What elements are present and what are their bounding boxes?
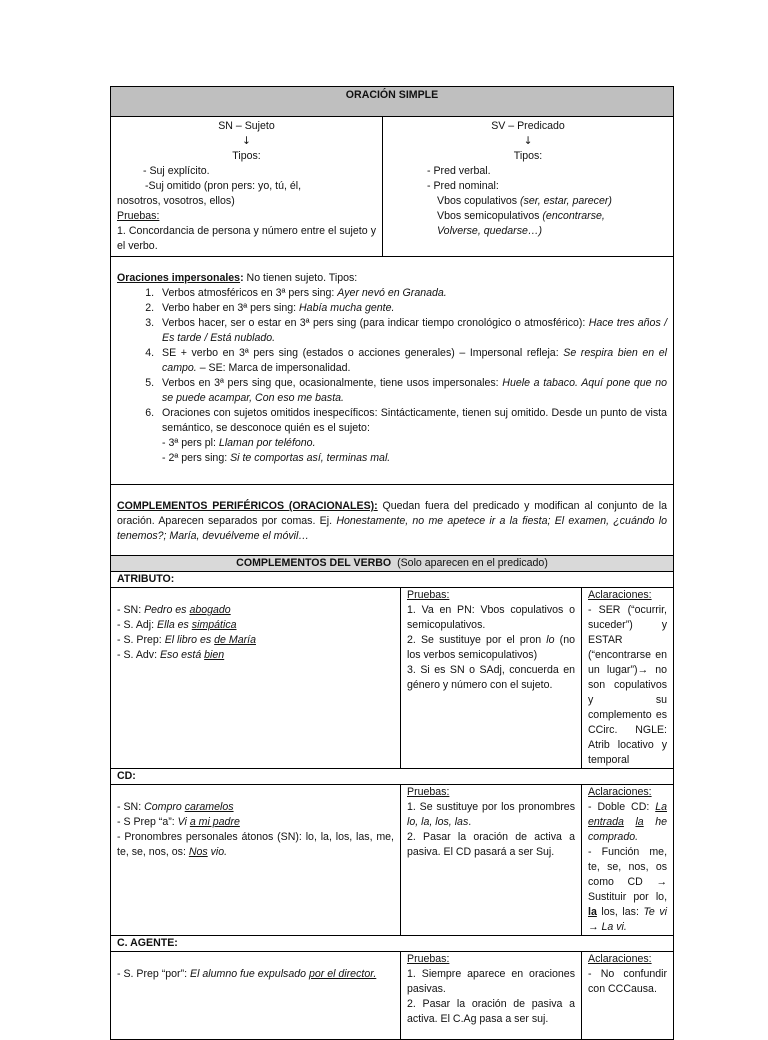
predicado-heading: SV – Predicado [491,120,565,132]
sujeto-prueba-1: 1. Concordancia de persona y número entre el sujeto y el verbo. [117,225,376,252]
cd-examples [111,785,401,936]
down-arrow-icon: ↓ [523,135,533,147]
agente-pruebas: Pruebas: 1. Siempre aparece en oraciones pasivas. 2. Pasar la oración de pasiva a activa. El C.Ag pasa a ser suj. [401,952,582,1040]
page-title: ORACIÓN SIMPLE [111,87,674,117]
down-arrow-icon: ↓ [242,135,251,147]
sujeto-cell [111,117,383,257]
sujeto-heading: SN – Sujeto [218,120,275,132]
impersonales-intro: Oraciones impersonales: No tienen sujeto. Tipos: [117,272,358,284]
sub-item: - 3ª pers pl: Llaman por teléfono. [162,437,316,449]
cd-pruebas: Pruebas: 1. Se sustituye por los pronombres lo, la, los, las. 2. Pasar la oración de activa a pasiva. El CD pasará a ser Suj. [401,785,582,936]
sujeto-line-3: nosotros, vosotros, ellos) [117,195,235,207]
document-page [110,86,673,1040]
atributo-label: ATRIBUTO: [111,572,674,588]
perifericos-cell: COMPLEMENTOS PERIFÉRICOS (ORACIONALES): Quedan fuera del predicado y modifican al conjunto de la oración. Aparecen separados por comas. Ej. Honestamente, no me apetece ir a la fiesta; El examen, ¿cuándo lo tenemos?; María, devuélveme el móvil… [111,485,674,556]
sujeto-line-2: -Suj omitido (pron pers: yo, tú, él, [145,180,302,192]
pred-verbal: - Pred verbal. [427,165,491,177]
atributo-pruebas: Pruebas: 1. Va en PN: Vbos copulativos o semicopulativos. 2. Se sustituye por el pron lo (no los verbos semicopulativos) 3. Si es SN o SAdj, concuerda en género y número con el sujeto. [401,588,582,769]
list-item: 6. Oraciones con sujetos omitidos inespecíficos: Sintácticamente, tienen suj omitido. Desde un punto de vista semántico, se desconoce quién es el sujeto: - 3ª pers pl: Llaman por teléfono. - 2ª pers sing: Si te comportas así, terminas mal. [157,406,667,466]
example-line: - S. Prep: El libro es de María [117,634,256,646]
agente-label: C. AGENTE: [111,936,674,952]
sub-item: - 2ª pers sing: Si te comportas así, terminas mal. [162,452,391,464]
impersonales-list [117,286,667,466]
perifericos-title: COMPLEMENTOS PERIFÉRICOS (ORACIONALES): [117,500,378,512]
summary-table [110,86,674,1040]
list-item: 5. Verbos en 3ª pers sing que, ocasionalmente, tiene usos impersonales: Huele a tabaco. Aquí pone que no se puede acampar, Con eso me basta. [157,376,667,406]
cd-label: CD: [111,769,674,785]
agente-aclaraciones: Aclaraciones: - No confundir con CCCausa. [582,952,674,1040]
example-line: - SN: Compro caramelos [117,801,234,813]
predicado-cell [383,117,674,257]
example-line: - S. Adj: Ella es simpática [117,619,237,631]
sujeto-pruebas-label: Pruebas: [117,210,160,222]
atributo-aclaraciones: Aclaraciones: - SER (“ocurrir, suceder”) y ESTAR (“encontrarse en un lugar”)→ no son copulativos y su complemento es CCirc. NGLE: Atrib locativo y temporal [582,588,674,769]
list-item: 1. Verbos atmosféricos en 3ª pers sing: Ayer nevó en Granada. [157,286,667,301]
example-line: - S. Adv: Eso está bien [117,649,225,661]
copulativos-line: Vbos copulativos (ser, estar, parecer) [437,195,612,207]
atributo-examples [111,588,401,769]
cd-aclaraciones: Aclaraciones: - Doble CD: La entrada la he comprado. - Función me, te, se, nos, os como CD → Sustituir por lo, la los, las: Te vi → La vi. [582,785,674,936]
agente-examples: - S. Prep “por”: El alumno fue expulsado por el director. [111,952,401,1040]
predicado-tipos: Tipos: [513,150,543,162]
list-item: 4. SE + verbo en 3ª pers sing (estados o acciones generales) – Impersonal refleja: Se respira bien en el campo. – SE: Marca de impersonalidad. [157,346,667,376]
verbo-section-head: COMPLEMENTOS DEL VERBO (Solo aparecen en el predicado) [111,556,674,572]
example-line: - Pronombres personales átonos (SN): lo, la, los, las, me, te, se, nos, os: Nos vio. [117,831,394,858]
sujeto-tipos: Tipos: [232,150,261,162]
semicopulativos-line: Vbos semicopulativos (encontrarse, [437,210,605,222]
semicopulativos-line-2: Volverse, quedarse…) [437,225,543,237]
example-line: - SN: Pedro es abogado [117,604,231,616]
impersonales-cell [111,257,674,485]
pred-nominal: - Pred nominal: [427,180,499,192]
list-item: 3. Verbos hacer, ser o estar en 3ª pers sing (para indicar tiempo cronológico o atmosférico): Hace tres años / Es tarde / Está nublado. [157,316,667,346]
sujeto-line-1: - Suj explícito. [143,165,210,177]
example-line: - S Prep “a”: Vi a mi padre [117,816,240,828]
list-item: 2. Verbo haber en 3ª pers sing: Había mucha gente. [157,301,667,316]
